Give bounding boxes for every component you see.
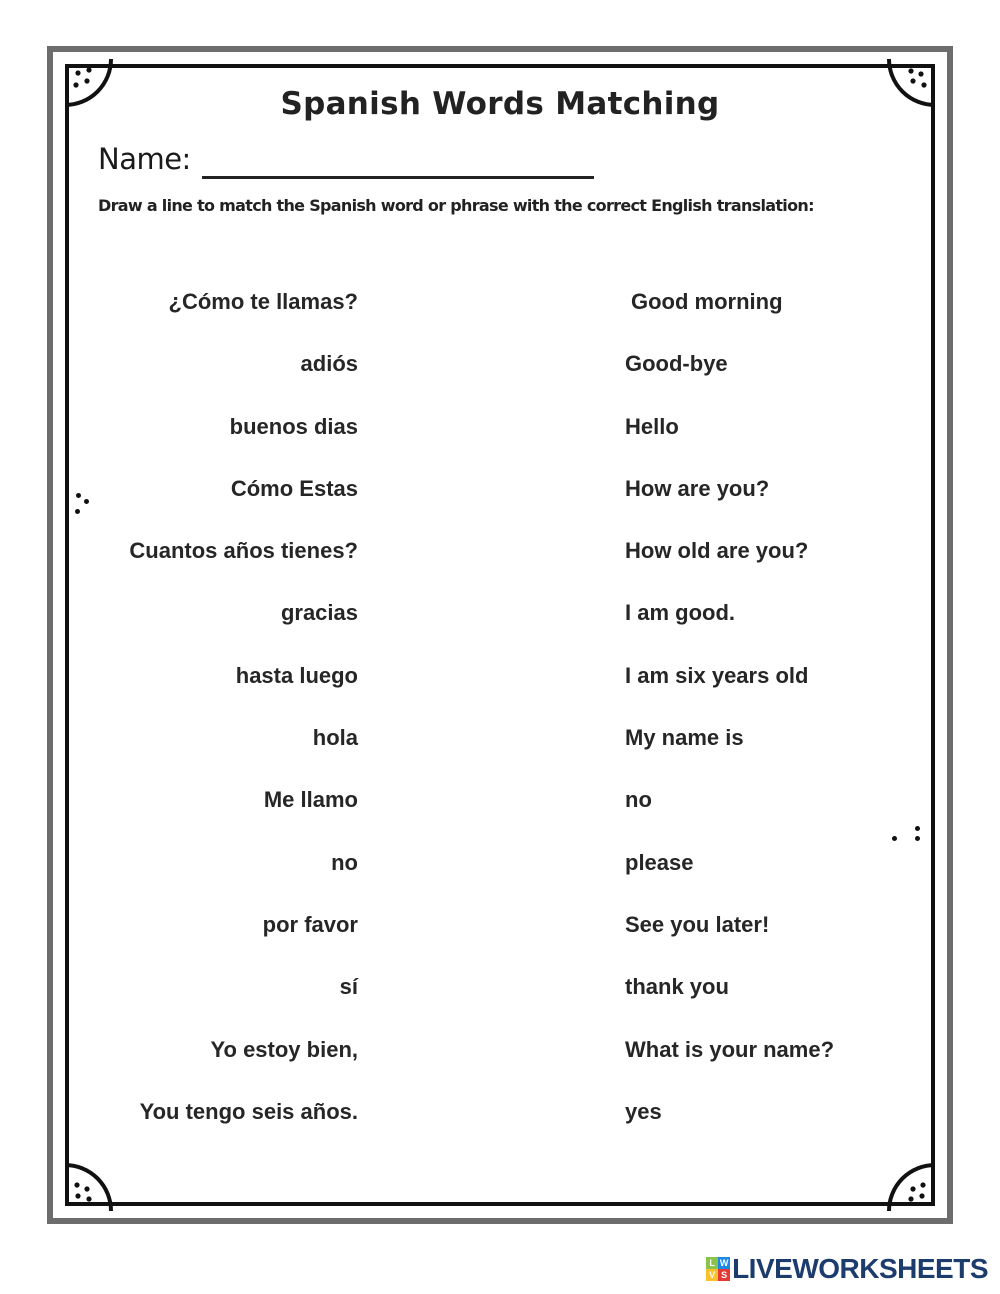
english-word[interactable]: thank you bbox=[625, 974, 729, 1000]
spanish-word[interactable]: Me llamo bbox=[263, 787, 358, 813]
spanish-word[interactable]: ¿Cómo te llamas? bbox=[168, 289, 358, 314]
corner-ornament-bottom-right-icon bbox=[883, 1159, 935, 1211]
spanish-word[interactable]: hasta luego bbox=[235, 662, 358, 688]
english-word[interactable]: I am six years old bbox=[625, 662, 809, 688]
spanish-word[interactable]: buenos dias bbox=[229, 413, 358, 439]
name-label: Name: bbox=[98, 142, 191, 176]
spanish-word[interactable]: adiós bbox=[300, 351, 358, 377]
logo-cell: S bbox=[718, 1269, 730, 1281]
english-word[interactable]: See you later! bbox=[625, 911, 770, 937]
english-word[interactable]: Good morning bbox=[631, 289, 783, 314]
english-word[interactable]: yes bbox=[625, 1098, 662, 1124]
spanish-word-column bbox=[129, 285, 358, 1157]
name-field[interactable] bbox=[202, 176, 594, 179]
english-word[interactable]: What is your name? bbox=[625, 1036, 835, 1062]
english-word[interactable]: please bbox=[625, 849, 694, 875]
spanish-word[interactable]: Cuantos años tienes? bbox=[129, 538, 358, 564]
liveworksheets-logo-icon bbox=[706, 1257, 730, 1281]
english-word[interactable]: How old are you? bbox=[625, 538, 809, 564]
spanish-word[interactable]: Yo estoy bien, bbox=[210, 1036, 358, 1062]
worksheet-title: Spanish Words Matching bbox=[280, 86, 720, 122]
logo-cell: V bbox=[706, 1269, 718, 1281]
english-word[interactable]: How are you? bbox=[625, 475, 770, 501]
english-word[interactable]: My name is bbox=[625, 725, 744, 751]
spanish-word[interactable]: por favor bbox=[262, 911, 358, 937]
liveworksheets-brand[interactable] bbox=[706, 1254, 988, 1284]
brand-name: LIVEWORKSHEETS bbox=[732, 1253, 988, 1284]
english-word-column bbox=[625, 285, 834, 1157]
spanish-word[interactable]: gracias bbox=[280, 600, 358, 626]
spanish-word[interactable]: no bbox=[331, 849, 358, 875]
english-word[interactable]: no bbox=[625, 787, 652, 813]
instructions: Draw a line to match the Spanish word or phrase with the correct English translation: bbox=[98, 196, 814, 215]
spanish-word[interactable]: You tengo seis años. bbox=[139, 1098, 358, 1124]
name-row bbox=[98, 142, 618, 182]
logo-cell: L bbox=[706, 1257, 718, 1269]
english-word[interactable]: Hello bbox=[625, 413, 679, 439]
corner-ornament-bottom-left-icon bbox=[65, 1159, 117, 1211]
logo-cell: W bbox=[719, 1258, 729, 1268]
spanish-word[interactable]: hola bbox=[312, 725, 358, 751]
spanish-word[interactable]: Cómo Estas bbox=[230, 475, 358, 501]
english-word[interactable]: Good-bye bbox=[625, 351, 728, 377]
english-word[interactable]: I am good. bbox=[625, 600, 735, 626]
spanish-word[interactable]: sí bbox=[339, 974, 358, 1000]
